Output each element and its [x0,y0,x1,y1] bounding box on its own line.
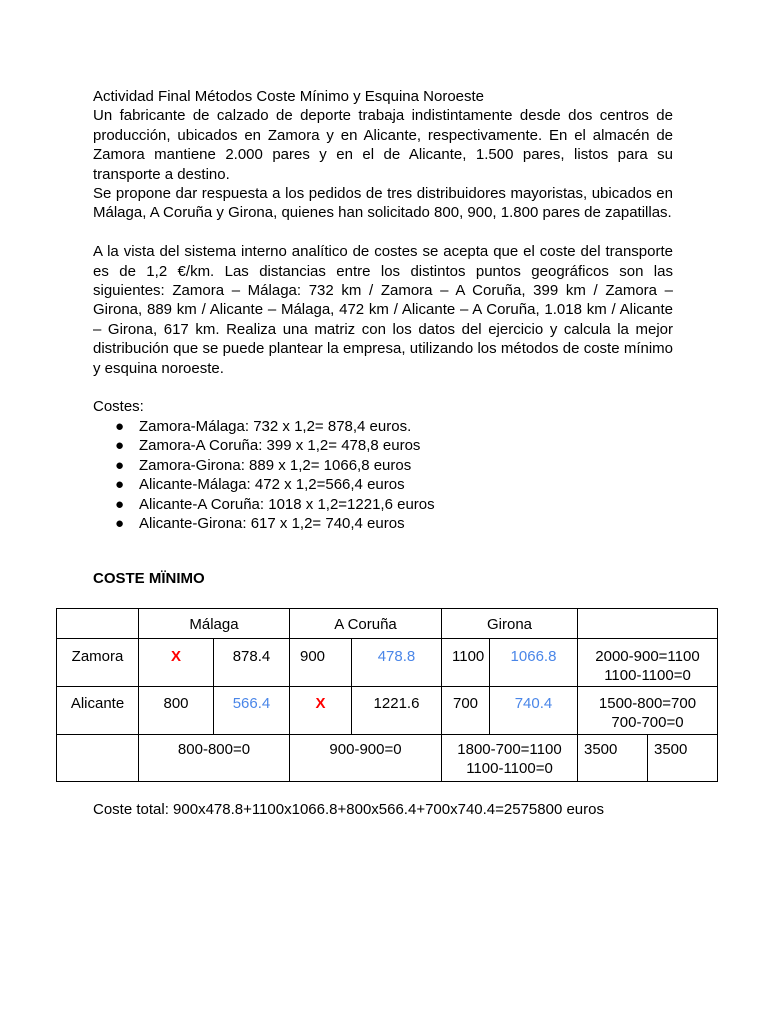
cost-zamora-coruna: 478.8 [352,639,442,687]
demand-girona: 1800-700=1100 1100-1100=0 [442,735,578,782]
cost-alicante-coruna: 1221.6 [352,687,442,735]
header-girona: Girona [442,609,578,639]
total-supply: 3500 [584,741,618,758]
costes-label: Costes: [93,398,144,416]
bullet-icon: ● [115,476,125,494]
document-body [93,87,673,533]
list-item: ● Alicante-Málaga: 472 x 1,2=566,4 euros [115,476,405,494]
list-item: ● Zamora-A Coruña: 399 x 1,2= 478,8 euros [115,437,421,455]
cost-alicante-girona: 740.4 [490,687,578,735]
coste-total: Coste total: 900x478.8+1100x1066.8+800x566.4+700x740.4=2575800 euros [93,801,604,818]
header-malaga: Málaga [139,609,290,639]
demand-malaga: 800-800=0 [139,735,290,782]
cost-zamora-malaga: 878.4 [214,639,290,687]
cost-zamora-girona: 1066.8 [490,639,578,687]
alloc-zamora-girona: 1100 [442,639,490,687]
document-title: Actividad Final Métodos Coste Mínimo y Esquina Noroeste [93,88,485,105]
row-label-zamora: Zamora [57,639,139,687]
bullet-icon: ● [115,417,125,435]
bullet-icon: ● [115,456,125,474]
supply-alicante: 1500-800=700 700-700=0 [578,687,718,735]
totals-cell [578,735,718,782]
header-coruna: A Coruña [290,609,442,639]
list-item: ● Alicante-Girona: 617 x 1,2= 740,4 euros [115,514,405,532]
alloc-zamora-coruna: 900 [290,639,352,687]
supply-zamora: 2000-900=1100 1100-1100=0 [578,639,718,687]
alloc-alicante-malaga: 800 [139,687,214,735]
section-heading: COSTE MÏNIMO [93,570,205,587]
table-row [57,639,718,687]
costes-list [93,417,673,533]
table-header-row [57,609,718,639]
alloc-zamora-malaga: X [139,639,214,687]
bullet-icon: ● [115,495,125,513]
alloc-alicante-coruna: X [290,687,352,735]
bullet-icon: ● [115,437,125,455]
paragraph-costs: A la vista del sistema interno analítico de costes se acepta que el coste del transporte es de 1,2 €/km. Las distancias entre los distintos puntos geográficos son las siguientes: Zamora – Málaga: 732 km / Zamora – A Coruña, 399 km / Zamora – Girona, 889 km / Alicante – Málaga, 472 km / Alicante – A Coruña, 1.018 km / Alicante – Girona, 617 km. Realiza una matriz con los datos del ejercicio y calcula la mejor distribución que se puede plantear la empresa, utilizando los métodos de coste mínimo y esquina noroeste. [93,243,673,377]
bullet-icon: ● [115,514,125,532]
coste-minimo-table [56,608,718,782]
total-demand: 3500 [647,735,717,781]
alloc-alicante-girona: 700 [442,687,490,735]
cost-alicante-malaga: 566.4 [214,687,290,735]
list-item: ● Alicante-A Coruña: 1018 x 1,2=1221,6 euros [115,495,435,513]
row-label-alicante: Alicante [57,687,139,735]
list-item: ● Zamora-Málaga: 732 x 1,2= 878,4 euros. [115,417,412,435]
paragraph-statement: Un fabricante de calzado de deporte trabaja indistintamente desde dos centros de producción, ubicados en Zamora y en Alicante, respectivamente. En el almacén de Zamora mantiene 2.000 pares y en el de Alicante, 1.500 pares, listos para su transporte a destino. [93,107,673,183]
demand-row [57,735,718,782]
paragraph-orders: Se propone dar respuesta a los pedidos de tres distribuidores mayoristas, ubicados en Málaga, A Coruña y Girona, quienes han solicitado 800, 900, 1.800 pares de zapatillas. [93,185,673,222]
list-item: ● Zamora-Girona: 889 x 1,2= 1066,8 euros [115,456,412,474]
demand-coruna: 900-900=0 [290,735,442,782]
table-row [57,687,718,735]
